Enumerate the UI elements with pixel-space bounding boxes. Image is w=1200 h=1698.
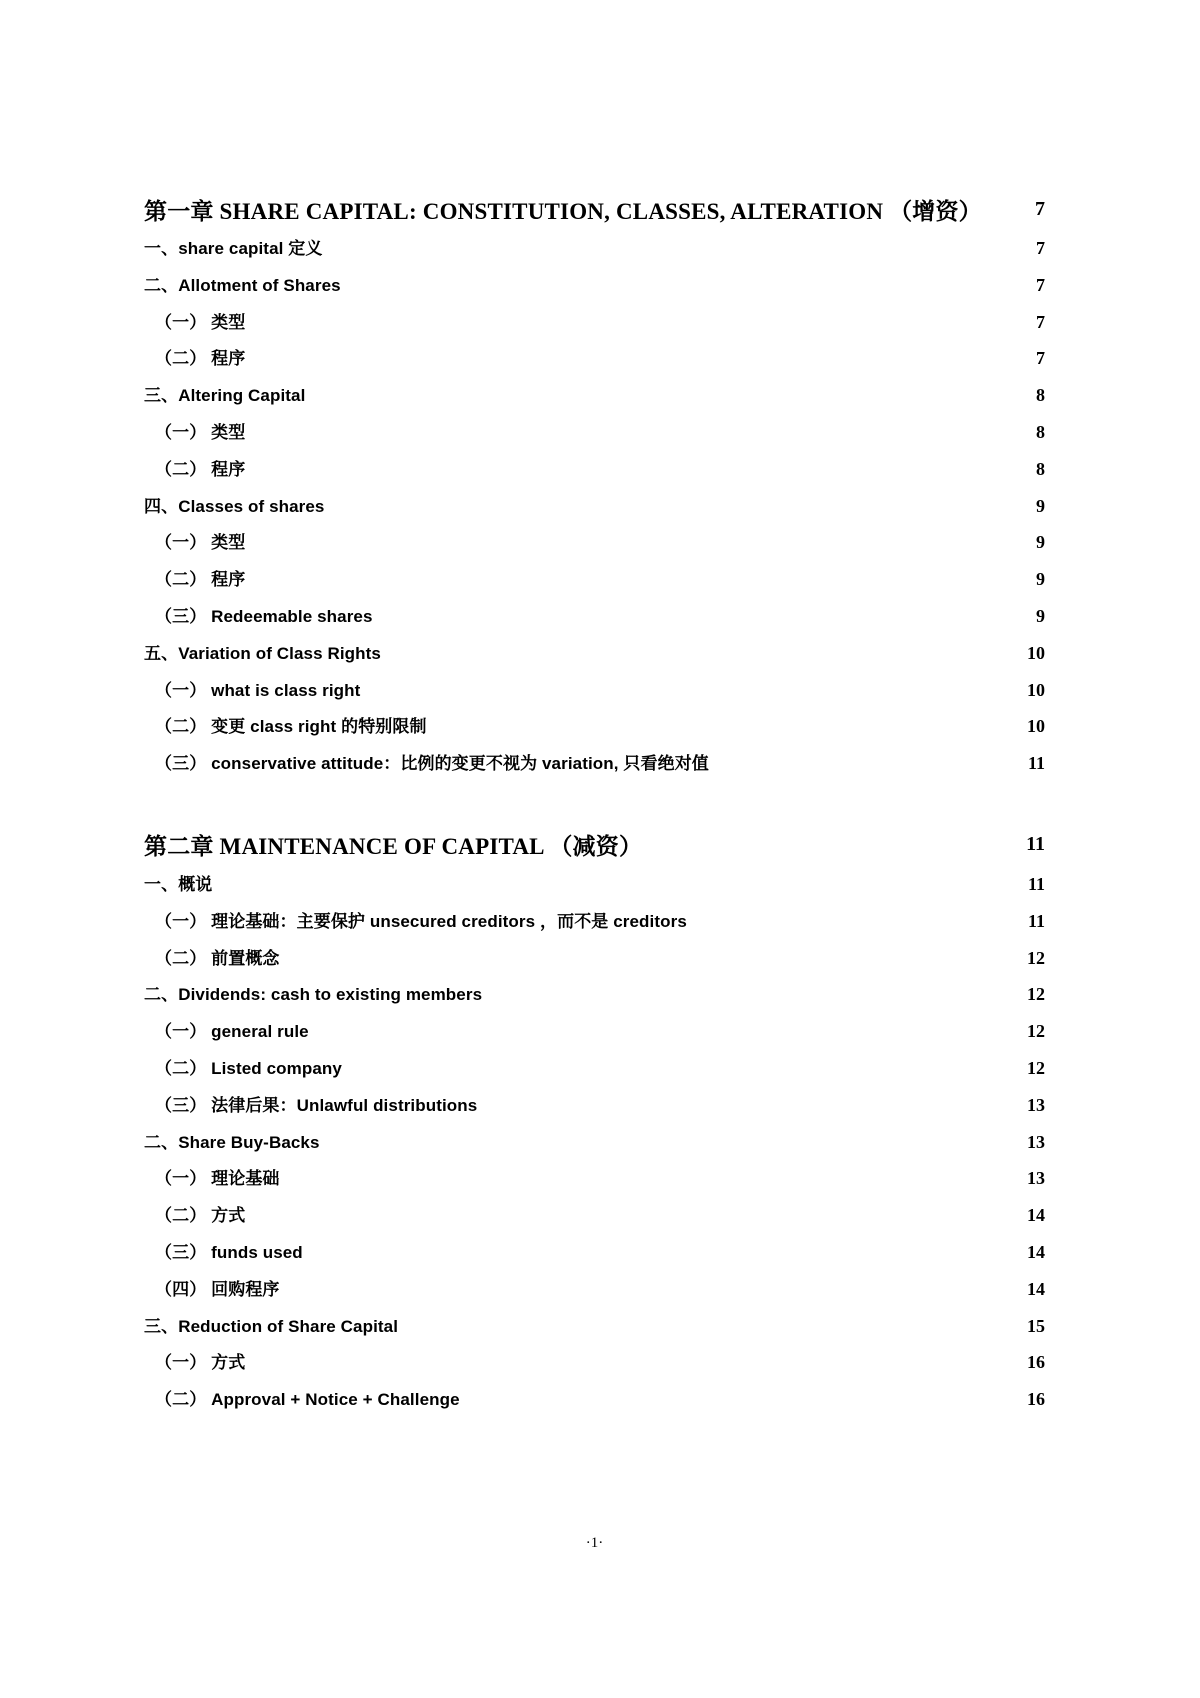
toc-entry[interactable] [144,980,1045,1017]
toc-entry[interactable] [144,907,1045,944]
toc-entry-page: 11 [1027,910,1045,931]
toc-chapter-page: 11 [1026,833,1045,856]
toc-entry-label: （三） conservative attitude：比例的变更不视为 variation, 只看绝对值 [155,754,709,774]
toc-entry[interactable] [144,1312,1045,1349]
toc-entry[interactable] [144,1275,1045,1312]
toc-entry-label: （四） 回购程序 [155,1279,280,1299]
toc-chapter-heading[interactable] [144,184,1045,234]
toc-entry-page: 16 [1027,1352,1045,1373]
toc-entry-label: （二） Listed company [155,1058,342,1078]
toc-chapter-heading[interactable] [144,820,1045,870]
toc-entry-page: 12 [1027,947,1045,968]
toc-entry-label: （一） general rule [155,1022,309,1042]
toc-entry[interactable] [144,1128,1045,1165]
toc-entry-page: 11 [1027,873,1045,894]
toc-entry-page: 13 [1027,1168,1045,1189]
toc-entry-label: （一） 类型 [155,533,246,553]
toc-entry-label: （二） 前置概念 [155,948,280,968]
toc-entry-label: （三） 法律后果：Unlawful distributions [155,1095,478,1115]
toc-entry[interactable] [144,271,1045,308]
toc-entry-label: （三） Redeemable shares [155,606,373,626]
toc-entry[interactable] [144,676,1045,713]
toc-entry-label: （一） 方式 [155,1353,246,1373]
toc-entry-label: （二） 方式 [155,1206,246,1226]
toc-entry[interactable] [144,749,1045,786]
toc-entry[interactable] [144,1385,1045,1422]
toc-entry-page: 7 [1036,238,1045,258]
toc-entry-label: （一） 理论基础：主要保护 unsecured creditors ，而不是 creditors [155,911,687,931]
toc-entry[interactable] [144,602,1045,639]
toc-entry-page: 10 [1027,679,1045,700]
toc-entry[interactable] [144,418,1045,455]
toc-entry[interactable] [144,1054,1045,1091]
toc-entry-label: 四、Classes of shares [144,496,325,516]
toc-entry[interactable] [144,455,1045,492]
toc-entry-page: 9 [1036,569,1045,590]
footer-page-number: ·1· [585,1535,604,1551]
toc-entry[interactable] [144,344,1045,381]
toc-entry-page: 14 [1027,1205,1045,1226]
toc-entry[interactable] [144,712,1045,749]
toc-entry-label: 三、Reduction of Share Capital [144,1316,399,1336]
toc-chapter-title: 第一章 SHARE CAPITAL: CONSTITUTION, CLASSES, ALTERATION （增资） [144,198,982,224]
toc-entry-page: 7 [1036,311,1045,332]
toc-entry-page: 14 [1027,1241,1045,1262]
toc-entry[interactable] [144,381,1045,418]
toc-entry[interactable] [144,1017,1045,1054]
toc-entry-page: 15 [1027,1315,1045,1336]
toc-entry[interactable] [144,308,1045,345]
toc-entry-page: 9 [1036,495,1045,516]
toc-entry-label: （二） 程序 [155,459,246,479]
toc-entry[interactable] [144,492,1045,529]
toc-entry-label: 五、Variation of Class Rights [144,643,381,663]
toc-entry-page: 8 [1036,458,1045,479]
toc-entry-page: 9 [1036,532,1045,553]
toc-entry[interactable] [144,528,1045,565]
page-footer [144,1535,1045,1552]
toc-entry-label: 三、Altering Capital [144,386,306,406]
toc-entry-label: （二） Approval + Notice + Challenge [155,1390,460,1410]
toc-entry[interactable] [144,1348,1045,1385]
toc-entry-label: （三） funds used [155,1242,303,1262]
toc-entry-label: （一） 理论基础 [155,1169,280,1189]
toc-entry[interactable] [144,234,1045,271]
toc-entry-page: 11 [1027,753,1045,774]
toc-entry-page: 13 [1027,1094,1045,1115]
toc-entry-page: 12 [1027,1021,1045,1042]
toc-chapter-page: 7 [1035,197,1045,220]
toc-entry-label: （一） what is class right [155,680,361,700]
toc-entry-page: 12 [1027,984,1045,1005]
toc-entry-page: 9 [1036,605,1045,626]
toc-entry-label: （二） 程序 [155,570,246,590]
toc-entry-label: 二、Share Buy-Backs [144,1132,320,1152]
toc-entry[interactable] [144,1201,1045,1238]
toc-entry[interactable] [144,565,1045,602]
toc-entry-page: 7 [1036,274,1045,295]
table-of-contents [144,184,1045,1422]
toc-entry-page: 13 [1027,1131,1045,1152]
toc-entry-label: （二） 程序 [155,349,246,369]
toc-entry[interactable] [144,870,1045,907]
toc-entry-label: 一、概说 [144,874,213,894]
toc-entry[interactable] [144,944,1045,981]
toc-entry-page: 10 [1027,642,1045,663]
toc-entry-page: 14 [1027,1278,1045,1299]
toc-entry-page: 12 [1027,1057,1045,1078]
toc-entry-label: 二、Dividends: cash to existing members [144,985,483,1005]
toc-entry-label: 一、share capital 定义 [144,239,323,258]
toc-entry-page: 16 [1027,1389,1045,1410]
toc-entry-page: 7 [1036,348,1045,369]
toc-chapter-title: 第二章 MAINTENANCE OF CAPITAL （减资） [144,834,643,860]
toc-entry[interactable] [144,1238,1045,1275]
toc-entry-label: （二） 变更 class right 的特别限制 [155,717,427,737]
toc-entry[interactable] [144,639,1045,676]
toc-entry-label: 二、Allotment of Shares [144,275,341,295]
toc-entry-label: （一） 类型 [155,312,246,332]
toc-entry[interactable] [144,1091,1045,1128]
toc-entry[interactable] [144,1164,1045,1201]
toc-entry-page: 8 [1036,385,1045,406]
toc-entry-page: 10 [1027,716,1045,737]
toc-entry-page: 8 [1036,421,1045,442]
toc-entry-label: （一） 类型 [155,422,246,442]
